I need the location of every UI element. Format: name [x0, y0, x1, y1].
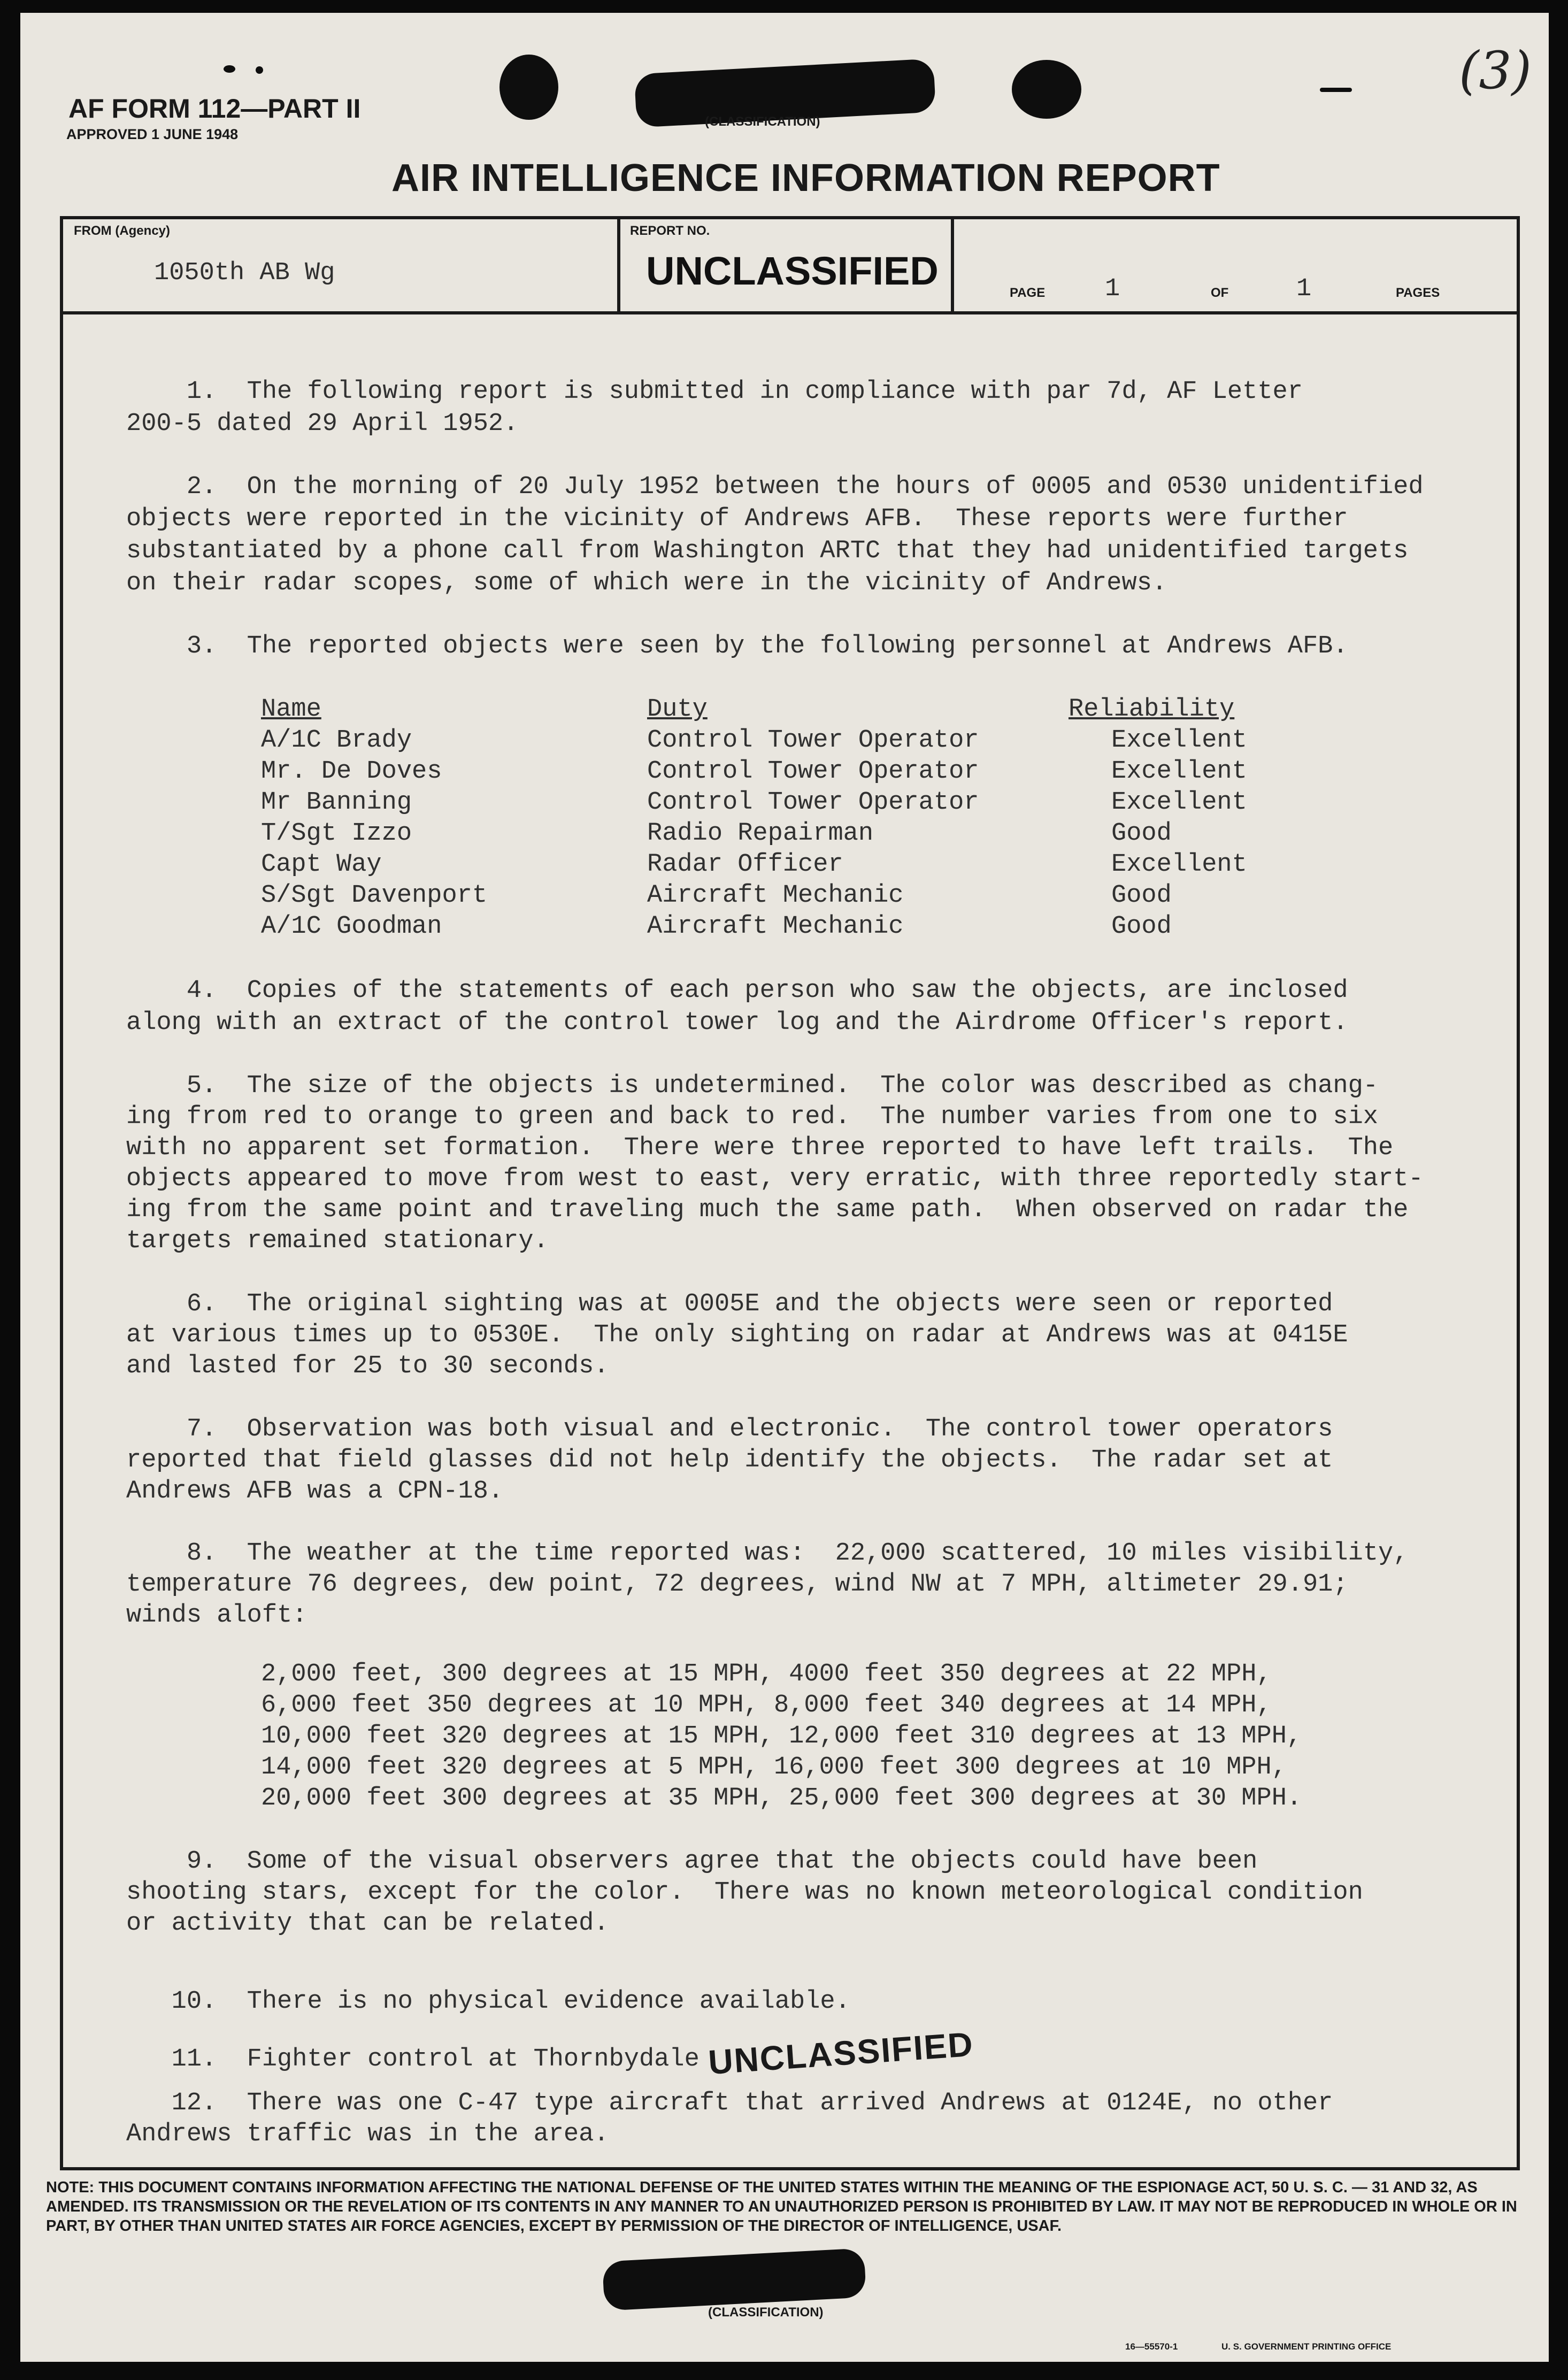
- personnel-row-reliability: Good: [1111, 881, 1172, 910]
- classification-label-bottom: (CLASSIFICATION): [708, 2305, 824, 2320]
- printer-code: 16—55570-1: [1125, 2341, 1178, 2352]
- personnel-row-name: S/Sgt Davenport: [261, 881, 488, 910]
- page-label: PAGE: [1010, 286, 1046, 300]
- paragraph-1-line-1: 1. The following report is submitted in compliance with par 7d, AF Letter: [126, 378, 1303, 406]
- redaction-blot-right: [1012, 60, 1081, 119]
- personnel-row-duty: Control Tower Operator: [647, 757, 979, 786]
- personnel-row-name: Mr. De Doves: [261, 757, 442, 786]
- from-box-divider: [617, 216, 620, 312]
- paragraph-9-line-2: shooting stars, except for the color. There was no known meteorological condition: [126, 1878, 1363, 1907]
- personnel-row-reliability: Excellent: [1111, 788, 1247, 817]
- pages-label: PAGES: [1396, 286, 1440, 300]
- paragraph-6-line-3: and lasted for 25 to 30 seconds.: [126, 1352, 609, 1380]
- personnel-row-duty: Control Tower Operator: [647, 788, 979, 817]
- paragraph-5-line-4: objects appeared to move from west to east, very erratic, with three reportedly start-: [126, 1165, 1424, 1193]
- paragraph-7-line-1: 7. Observation was both visual and electronic. The control tower operators: [126, 1415, 1333, 1444]
- unclassified-stamp: UNCLASSIFIED: [707, 2024, 975, 2082]
- report-no-label: REPORT NO.: [630, 224, 710, 238]
- paragraph-5-line-2: ing from red to orange to green and back to red. The number varies from one to six: [126, 1103, 1378, 1131]
- personnel-row-duty: Aircraft Mechanic: [647, 881, 904, 910]
- winds-aloft-line-1: 2,000 feet, 300 degrees at 15 MPH, 4000 feet 350 degrees at 22 MPH,: [261, 1660, 1272, 1688]
- paragraph-3: 3. The reported objects were seen by the following personnel at Andrews AFB.: [126, 632, 1348, 661]
- report-title: AIR INTELLIGENCE INFORMATION REPORT: [391, 157, 1220, 199]
- classification-label-top: (CLASSIFICATION): [705, 114, 820, 129]
- document-page: [20, 13, 1549, 2362]
- personnel-header-reliability: Reliability: [1069, 695, 1235, 724]
- redaction-blot-left: [499, 55, 558, 120]
- paragraph-5-line-6: targets remained stationary.: [126, 1227, 549, 1255]
- mark-speck-1: [224, 65, 235, 73]
- paragraph-5-line-5: ing from the same point and traveling much the same path. When observed on radar the: [126, 1196, 1409, 1224]
- paragraph-10: 10. There is no physical evidence available.: [126, 1987, 850, 2016]
- espionage-notice: NOTE: THIS DOCUMENT CONTAINS INFORMATION AFFECTING THE NATIONAL DEFENSE OF THE UNITED STATES WITHIN THE MEANING OF THE ESPIONAGE ACT, 50 U. S. C. — 31 AND 32, AS AMENDED. ITS TRANSMISSION OR THE REVELATION OF ITS CONTENTS IN ANY MANNER TO AN UNAUTHORIZED PERSON IS PROHIBITED BY LAW. IT MAY NOT BE REPRODUCED IN WHOLE OR IN PART, BY OTHER THAN UNITED STATES AIR FORCE AGENCIES, EXCEPT BY PERMISSION OF THE DIRECTOR OF INTELLIGENCE, USAF.: [46, 2179, 1517, 2235]
- personnel-header-name: Name: [261, 695, 321, 724]
- from-label: FROM (Agency): [74, 224, 170, 238]
- report-stamp: UNCLASSIFIED: [646, 249, 939, 293]
- paragraph-4-line-2: along with an extract of the control tower log and the Airdrome Officer's report.: [126, 1009, 1348, 1037]
- paragraph-12-line-2: Andrews traffic was in the area.: [126, 2120, 609, 2148]
- paragraph-2-line-4: on their radar scopes, some of which were in the vicinity of Andrews.: [126, 569, 1167, 597]
- form-id: AF FORM 112—PART II: [68, 94, 361, 124]
- personnel-row-name: Capt Way: [261, 850, 382, 879]
- paragraph-5-line-1: 5. The size of the objects is undetermined. The color was described as chang-: [126, 1072, 1378, 1100]
- redaction-bar-bottom: [602, 2248, 866, 2311]
- from-value: 1050th AB Wg: [154, 259, 335, 287]
- paragraph-11: 11. Fighter control at Thornbydale: [126, 2045, 700, 2074]
- form-approved: APPROVED 1 JUNE 1948: [66, 126, 239, 142]
- paragraph-2-line-2: objects were reported in the vicinity of Andrews AFB. These reports were further: [126, 505, 1348, 533]
- paragraph-7-line-3: Andrews AFB was a CPN-18.: [126, 1477, 504, 1506]
- paragraph-8-line-2: temperature 76 degrees, dew point, 72 degrees, wind NW at 7 MPH, altimeter 29.91;: [126, 1570, 1348, 1599]
- paragraph-4-line-1: 4. Copies of the statements of each person who saw the objects, are inclosed: [126, 977, 1348, 1005]
- personnel-header-duty: Duty: [647, 695, 708, 724]
- personnel-row-name: A/1C Goodman: [261, 912, 442, 941]
- paragraph-8-line-3: winds aloft:: [126, 1601, 308, 1630]
- winds-aloft-line-3: 10,000 feet 320 degrees at 15 MPH, 12,000 feet 310 degrees at 13 MPH,: [261, 1722, 1302, 1751]
- header-divider: [60, 311, 1520, 314]
- paragraph-12-line-1: 12. There was one C-47 type aircraft that arrived Andrews at 0124E, no other: [126, 2089, 1333, 2117]
- personnel-row-name: T/Sgt Izzo: [261, 819, 412, 848]
- personnel-row-duty: Control Tower Operator: [647, 726, 979, 755]
- personnel-row-reliability: Good: [1111, 912, 1172, 941]
- paragraph-1-line-2: 200-5 dated 29 April 1952.: [126, 410, 519, 438]
- personnel-row-reliability: Excellent: [1111, 850, 1247, 879]
- personnel-row-reliability: Good: [1111, 819, 1172, 848]
- winds-aloft-line-5: 20,000 feet 300 degrees at 35 MPH, 25,000 feet 300 degrees at 30 MPH.: [261, 1784, 1302, 1813]
- paragraph-8-line-1: 8. The weather at the time reported was: 22,000 scattered, 10 miles visibility,: [126, 1539, 1409, 1568]
- dash-mark-top-right: [1320, 88, 1352, 92]
- personnel-row-reliability: Excellent: [1111, 757, 1247, 786]
- paragraph-6-line-2: at various times up to 0530E. The only sighting on radar at Andrews was at 0415E: [126, 1321, 1348, 1349]
- paragraph-5-line-3: with no apparent set formation. There were three reported to have left trails. The: [126, 1134, 1394, 1162]
- corner-mark: (3): [1459, 41, 1532, 101]
- paragraph-9-line-3: or activity that can be related.: [126, 1909, 609, 1938]
- of-label: OF: [1211, 286, 1229, 300]
- winds-aloft-line-4: 14,000 feet 320 degrees at 5 MPH, 16,000 feet 300 degrees at 10 MPH,: [261, 1753, 1287, 1782]
- printer-office: U. S. GOVERNMENT PRINTING OFFICE: [1221, 2341, 1392, 2352]
- personnel-row-duty: Radar Officer: [647, 850, 843, 879]
- paragraph-7-line-2: reported that field glasses did not help identify the objects. The radar set at: [126, 1446, 1333, 1475]
- paragraph-9-line-1: 9. Some of the visual observers agree that the objects could have been: [126, 1847, 1258, 1876]
- paragraph-2-line-1: 2. On the morning of 20 July 1952 between the hours of 0005 and 0530 unidentified: [126, 473, 1424, 501]
- personnel-row-duty: Aircraft Mechanic: [647, 912, 904, 941]
- report-box-divider: [951, 216, 954, 312]
- of-value: 1: [1296, 275, 1312, 303]
- personnel-row-name: Mr Banning: [261, 788, 412, 817]
- personnel-row-reliability: Excellent: [1111, 726, 1247, 755]
- personnel-row-name: A/1C Brady: [261, 726, 412, 755]
- page-value: 1: [1105, 275, 1120, 303]
- paragraph-6-line-1: 6. The original sighting was at 0005E and the objects were seen or reported: [126, 1290, 1333, 1318]
- personnel-row-duty: Radio Repairman: [647, 819, 874, 848]
- paragraph-2-line-3: substantiated by a phone call from Washington ARTC that they had unidentified targets: [126, 537, 1409, 565]
- winds-aloft-line-2: 6,000 feet 350 degrees at 10 MPH, 8,000 feet 340 degrees at 14 MPH,: [261, 1691, 1272, 1719]
- mark-speck-2: [256, 66, 263, 74]
